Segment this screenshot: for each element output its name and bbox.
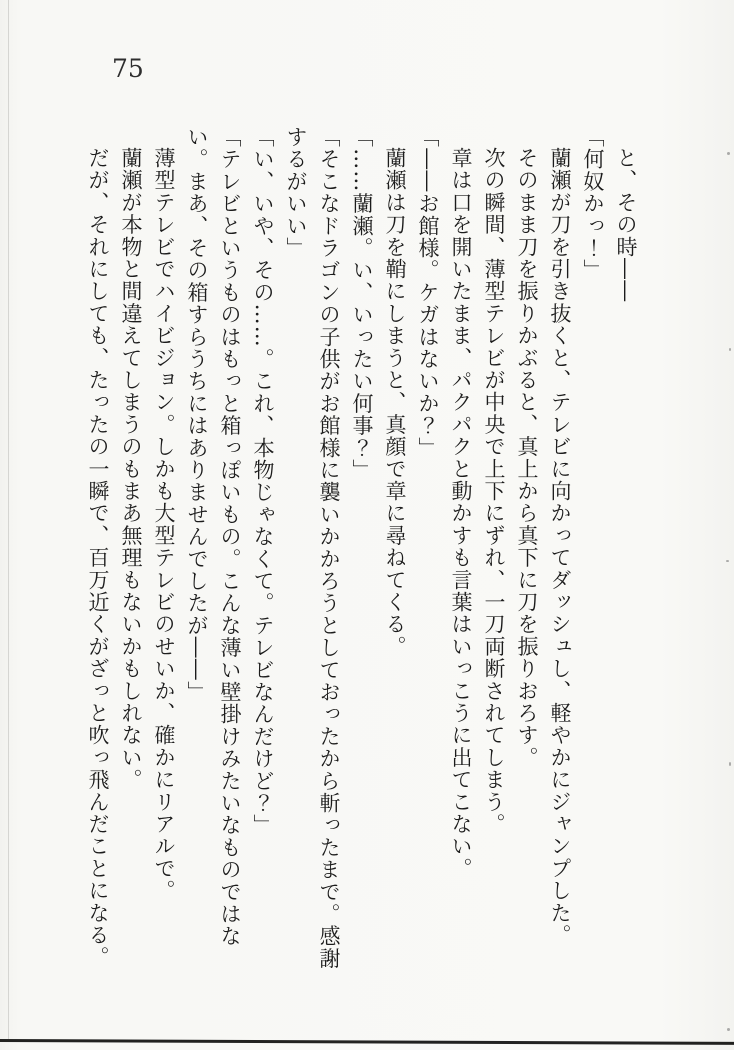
paragraph: 薄型テレビでハイビジョン。しかも大型テレビのせいか、確かにリアルで。 — [152, 147, 176, 902]
paragraph-dialogue: 「――お館様。ケガはないか？」 — [416, 126, 440, 459]
paragraph-dialogue: 「テレビというものはもっと箱っぽいもの。こんな薄い壁掛けみたいなものではない。まあ、その箱すらうちにはありませんでしたが――」 — [185, 126, 242, 948]
paragraph-dialogue: 「何奴かっ！」 — [581, 126, 605, 282]
page-number: 75 — [112, 54, 144, 83]
paragraph: 蘭瀬が刀を引き抜くと、テレビに向かってダッシュし、軽やかにジャンプした。 — [548, 147, 572, 947]
paragraph: だが、それにしても、たったの一瞬で、百万近くがざっと吹っ飛んだことになる。 — [86, 147, 110, 969]
paragraph: 次の瞬間、薄型テレビが中央で上下にずれ、一刀両断されてしまう。 — [482, 147, 506, 836]
page-gutter-line — [8, 0, 9, 1042]
scan-speck — [729, 348, 731, 351]
scan-speck — [726, 560, 729, 562]
paragraph: 蘭瀬は刀を鞘にしまうと、真顔で章に尋ねてくる。 — [383, 147, 407, 658]
scan-speck — [727, 1028, 730, 1031]
paragraph-dialogue: 「い、いや、その……。これ、本物じゃなくて。テレビなんだけど？」 — [251, 126, 275, 837]
paragraph-dialogue: 「……蘭瀬。い、いったい何事？」 — [350, 126, 374, 482]
paragraph: そのまま刀を振りかぶると、真上から真下に刀を振りおろす。 — [515, 147, 539, 769]
paragraph-dialogue: 「そこなドラゴンの子供がお館様に襲いかかろうとしておったから斬ったまで。感謝するがいい」 — [284, 126, 341, 970]
paragraph: 蘭瀬が本物と間違えてしまうのもまあ無理もないかもしれない。 — [119, 147, 143, 791]
scan-speck — [729, 762, 731, 766]
page-text — [76, 126, 642, 978]
paragraph: と、その時―― — [614, 147, 638, 303]
paragraph: 章は口を開いたまま、パクパクと動かすも言葉はいっこうに出てこない。 — [449, 147, 473, 880]
scan-speck — [727, 152, 730, 155]
page-bottom-edge — [0, 1039, 734, 1045]
